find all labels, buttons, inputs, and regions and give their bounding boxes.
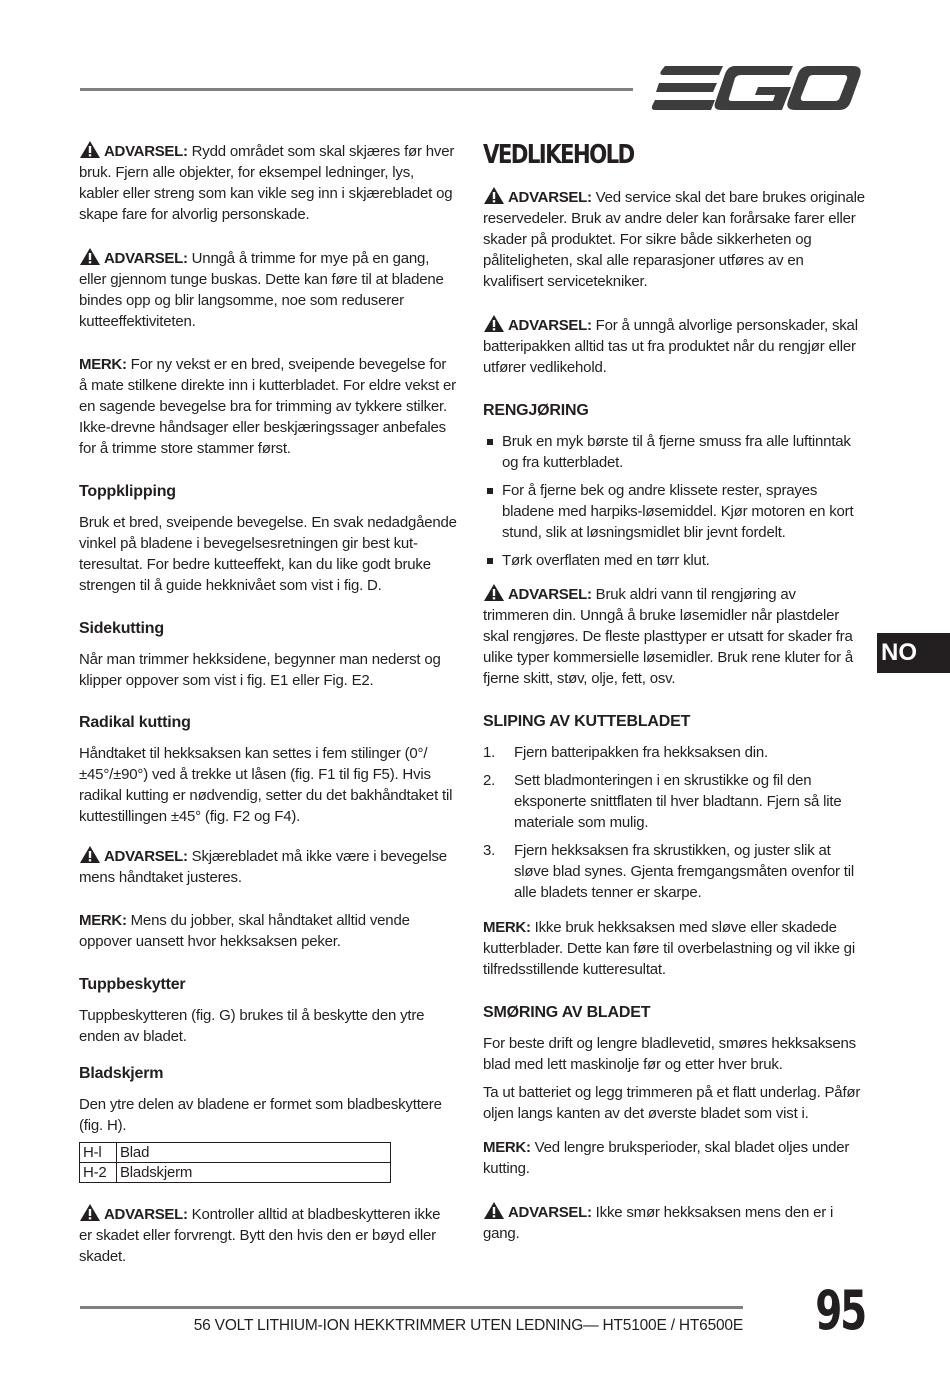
table-cell-value: Bladskjerm	[117, 1163, 391, 1183]
warning-label: ADVARSEL:	[104, 848, 188, 865]
warning-label: ADVARSEL:	[508, 317, 592, 334]
footer-rule	[80, 1306, 743, 1309]
step-number: 1.	[483, 744, 496, 761]
text-tuppbeskytter: Tuppbeskytteren (fig. G) brukes til å beskytte den ytre enden av bladet.	[79, 1007, 425, 1045]
warning-remove-battery	[483, 314, 865, 378]
warning-text: Skjærebladet må ikke være i bevegelse mens håndtaket justeres.	[79, 848, 447, 886]
parts-table	[79, 1142, 391, 1183]
table-cell-value: Blad	[117, 1143, 391, 1163]
heading-sidekutting: Sidekutting	[79, 620, 164, 637]
list-item	[483, 840, 865, 903]
footer-product-title: 56 VOLT LITHIUM-ION HEKKTRIMMER UTEN LEDNING— HT5100E / HT6500E	[193, 1317, 743, 1334]
list-item	[483, 770, 865, 833]
warning-triangle-icon	[79, 1203, 101, 1222]
step-text: Fjern batteripakken fra hekksaksen din.	[514, 744, 769, 761]
warning-no-lube-running	[483, 1201, 865, 1244]
text-sidekutting: Når man trimmer hekksidene, begynner man nederst og klipper oppover som vist i fig. E1 eller Fig. E2.	[79, 651, 441, 689]
left-column	[79, 140, 457, 1289]
ego-logo	[651, 64, 861, 112]
warning-text: Ved service skal det bare brukes originale reservedeler. Bruk av andre deler kan forårsake farer eller skader på produktet. For sikre både sikkerheten og påliteligheten, skal alle reparasjoner utføres av en kvalifisert servicetekniker.	[483, 189, 865, 290]
warning-clear-area	[79, 140, 457, 225]
note-oil	[483, 1137, 865, 1179]
text-radikal-kutting: Håndtaket til hekksaksen kan settes i fem stilinger (0°/±45°/±90°) ved å trekke ut låsen (fig. F1 til fig F5). Hvis radikal kutting er nødvendig, setter du det bakhåndtaket til kuttestillingen ±45° (fig. F2 og F4).	[79, 745, 453, 825]
heading-radikal-kutting: Radikal kutting	[79, 714, 191, 731]
warning-text: Kontroller alltid at bladbeskytteren ikke er skadet eller forvrengt. Bytt den hvis den er bøyd eller skadet.	[79, 1206, 441, 1265]
heading-sliping: SLIPING AV KUTTEBLADET	[483, 713, 691, 730]
step-number: 3.	[483, 842, 496, 859]
bullet-square-icon	[487, 488, 493, 494]
warning-triangle-icon	[483, 186, 505, 205]
warning-label: ADVARSEL:	[104, 143, 188, 160]
text-toppklipping: Bruk et bred, sveipende bevegelse. En svak nedadgående vinkel på bladene i bevegelsesretningen gir best kut-teresultat. For bedre kutteeffekt, kan du like godt bruke strengen til å guide hekknivået som vist i fig. D.	[79, 514, 457, 594]
warning-blade-guard	[79, 1203, 457, 1267]
section-title-vedlikehold: VEDLIKEHOLD	[483, 140, 634, 170]
warning-triangle-icon	[483, 1201, 505, 1220]
warning-label: ADVARSEL:	[508, 1204, 592, 1221]
warning-triangle-icon	[79, 845, 101, 864]
step-number: 2.	[483, 772, 496, 789]
text-smoring-2: Ta ut batteriet og legg trimmeren på et flatt underlag. Påfør oljen langs kanten av det øverste bladet som vist i.	[483, 1084, 861, 1122]
note-text: Ikke bruk hekksaksen med sløve eller skadede kutterblader. Dette kan føre til overbelastning og vil ikke gi tilfredsstillende kutteresultat.	[483, 919, 855, 978]
warning-label: ADVARSEL:	[104, 1206, 188, 1223]
list-item-text: Bruk en myk børste til å fjerne smuss fra alle luftinntak og fra kutterbladet.	[502, 433, 851, 471]
cleaning-list	[483, 431, 865, 571]
note-label: MERK:	[79, 912, 127, 929]
list-item-text: Tørk overflaten med en tørr klut.	[502, 552, 710, 569]
warning-overtrim	[79, 247, 457, 332]
warning-blade-moving	[79, 845, 457, 888]
language-tab: NO	[877, 633, 950, 673]
warning-text: For å unngå alvorlige personskader, skal batteripakken alltid tas ut fra produktet når du rengjør eller utfører vedlikehold.	[483, 317, 858, 376]
heading-tuppbeskytter: Tuppbeskytter	[79, 976, 186, 993]
warning-text: Ikke smør hekksaksen mens den er i gang.	[483, 1204, 834, 1242]
step-text: Sett bladmonteringen i en skrustikke og fil den eksponerte snittflaten til hver bladtann. Fjern så lite materiale som mulig.	[514, 772, 842, 831]
heading-toppklipping: Toppklipping	[79, 483, 176, 500]
note-dull-blades	[483, 917, 865, 980]
warning-text: Rydd området som skal skjæres før hver bruk. Fjern alle objekter, for eksempel ledninger, lys, kabler eller streng som kan vikle seg inn i skjærebladet og skape fare for alvorlig personskade.	[79, 143, 455, 223]
note-label: MERK:	[483, 1139, 531, 1156]
heading-smoring: SMØRING AV BLADET	[483, 1004, 651, 1021]
table-row	[80, 1143, 391, 1163]
warning-original-parts	[483, 186, 865, 292]
list-item-text: For å fjerne bek og andre klissete rester, sprayes bladene med harpiks-løsemiddel. Kjør motoren en kort stund, slik at løsningsmidlet blir jevnt fordelt.	[502, 482, 854, 541]
warning-label: ADVARSEL:	[508, 586, 592, 603]
heading-rengjoring: RENGJØRING	[483, 402, 589, 419]
note-label: MERK:	[483, 919, 531, 936]
step-text: Fjern hekksaksen fra skrustikken, og juster slik at sløve blad synes. Gjenta fremgangsmåten ovenfor til alle bladets tenner er skarpe.	[514, 842, 854, 901]
warning-label: ADVARSEL:	[104, 250, 188, 267]
header-rule	[80, 88, 633, 91]
list-item	[483, 431, 865, 473]
right-column	[483, 140, 865, 1266]
warning-triangle-icon	[483, 314, 505, 333]
warning-triangle-icon	[483, 583, 505, 602]
warning-label: ADVARSEL:	[508, 189, 592, 206]
table-row	[80, 1163, 391, 1183]
note-handle	[79, 910, 457, 952]
heading-bladskjerm: Bladskjerm	[79, 1065, 164, 1082]
warning-triangle-icon	[79, 140, 101, 159]
page-number: 95	[815, 1279, 865, 1342]
warning-text: Bruk aldri vann til rengjøring av trimmeren din. Unngå å bruke løsemidler når plastdeler skal rengjøres. De fleste plasttyper er utsatt for skader fra ulike typer kommersielle løsemidler. Bruk rene kluter for å fjerne skitt, støv, olje, fett, osv.	[483, 586, 853, 687]
warning-no-water	[483, 583, 865, 689]
note-text: Mens du jobber, skal håndtaket alltid vende oppover uansett hvor hekksaksen peker.	[79, 912, 410, 950]
bullet-square-icon	[487, 558, 493, 564]
list-item	[483, 480, 865, 543]
text-bladskjerm: Den ytre delen av bladene er formet som bladbeskyttere (fig. H).	[79, 1096, 442, 1134]
list-item	[483, 742, 865, 763]
note-text: For ny vekst er en bred, sveipende bevegelse for å mate stilkene direkte inn i kutterbladet. For eldre vekst er en sagende bevegelse bra for trimming av tykkere stilker. Ikke-drevne håndsager eller beskjæringssager anbefales for å trimme store stammer først.	[79, 356, 456, 457]
bullet-square-icon	[487, 439, 493, 445]
table-cell-key: H-l	[80, 1143, 117, 1163]
note-text: Ved lengre bruksperioder, skal bladet oljes under kutting.	[483, 1139, 850, 1177]
sharpening-steps	[483, 742, 865, 903]
warning-triangle-icon	[79, 247, 101, 266]
text-smoring-1: For beste drift og lengre bladlevetid, smøres hekksaksens blad med lett maskinolje før og etter hver bruk.	[483, 1035, 856, 1073]
list-item	[483, 550, 865, 571]
note-growth	[79, 354, 457, 459]
note-label: MERK:	[79, 356, 127, 373]
warning-text: Unngå å trimme for mye på en gang, eller gjennom tunge buskas. Dette kan føre til at bladene bindes opp og blir langsomme, noe som reduserer kutteeffektiviteten.	[79, 250, 444, 330]
table-cell-key: H-2	[80, 1163, 117, 1183]
